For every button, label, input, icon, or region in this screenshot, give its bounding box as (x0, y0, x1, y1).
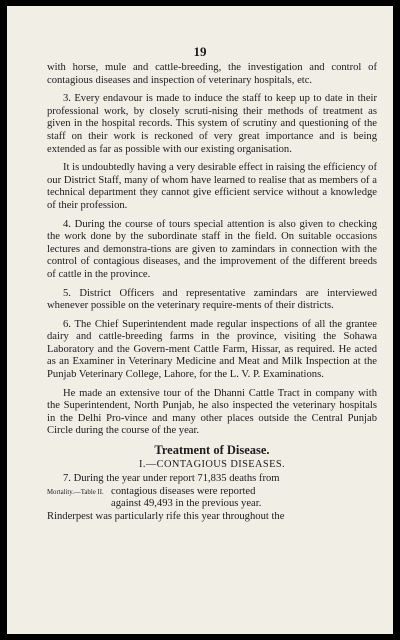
paragraph-line: Rinderpest was particularly rife this year throughout the (47, 511, 285, 522)
paragraph: 3. Every endavour is made to induce the staff to keep up to date in their professional work, by closely scruti-nising their methods of treatment as given in the hospital records. This system of scrutiny and questioning of the staff on their work is reckoned of very great importance and is being extended as far as possible with our existing organisation. (47, 93, 377, 155)
section-heading: Treatment of Disease. (154, 443, 270, 458)
document-page (7, 6, 393, 634)
margin-note: Mortality.—Table II. (47, 489, 104, 497)
paragraph-line: against 49,493 in the previous year. (111, 498, 262, 510)
mortality-paragraph (47, 473, 377, 523)
paragraph-line: 7. During the year under report 71,835 deaths from (63, 473, 280, 485)
paragraph: 4. During the course of tours special attention is also given to checking the work done by the subordinate staff in the field. On suitable occasions lectures and demonstra-tions are given to zamindars in connection with the control of contagious diseases, and the improvement of the different breeds of cattle in the province. (47, 218, 377, 280)
paragraph: It is undoubtedly having a very desirable effect in raising the efficiency of our District Staff, many of whom have learned to realise that as members of a technical department they cannot give efficient service without a knowledge of their profession. (47, 162, 377, 211)
section-subheading: I.—CONTAGIOUS DISEASES. (138, 458, 286, 470)
paragraph: with horse, mule and cattle-breeding, the investigation and control of contagious diseases and inspection of veterinary hospitals, etc. (47, 62, 377, 86)
paragraph: 6. The Chief Superintendent made regular inspections of all the grantee dairy and cattle-breeding farms in the province, visiting the Sohawa Laboratory and the Govern-ment Cattle Farm, Hissar, as required. He acted as an Examiner in Veterinary Medicine and Meat and Milk Inspection at the Punjab Veterinary College, Lahore, for the L. V. P. Examinations. (47, 318, 377, 381)
body-text (47, 62, 377, 524)
paragraph-line: contagious diseases were reported (111, 485, 256, 497)
paragraph: 5. District Officers and representative zamindars are interviewed whenever possible on the veterinary require-ments of their districts. (47, 287, 377, 312)
paragraph: He made an extensive tour of the Dhanni Cattle Tract in company with the Superintendent, North Punjab, he also inspected the veterinary hospitals in the Delhi Pro-vince and many other places outside the Central Punjab Circle during the course of the year. (47, 387, 377, 437)
page-number: 19 (193, 44, 207, 59)
